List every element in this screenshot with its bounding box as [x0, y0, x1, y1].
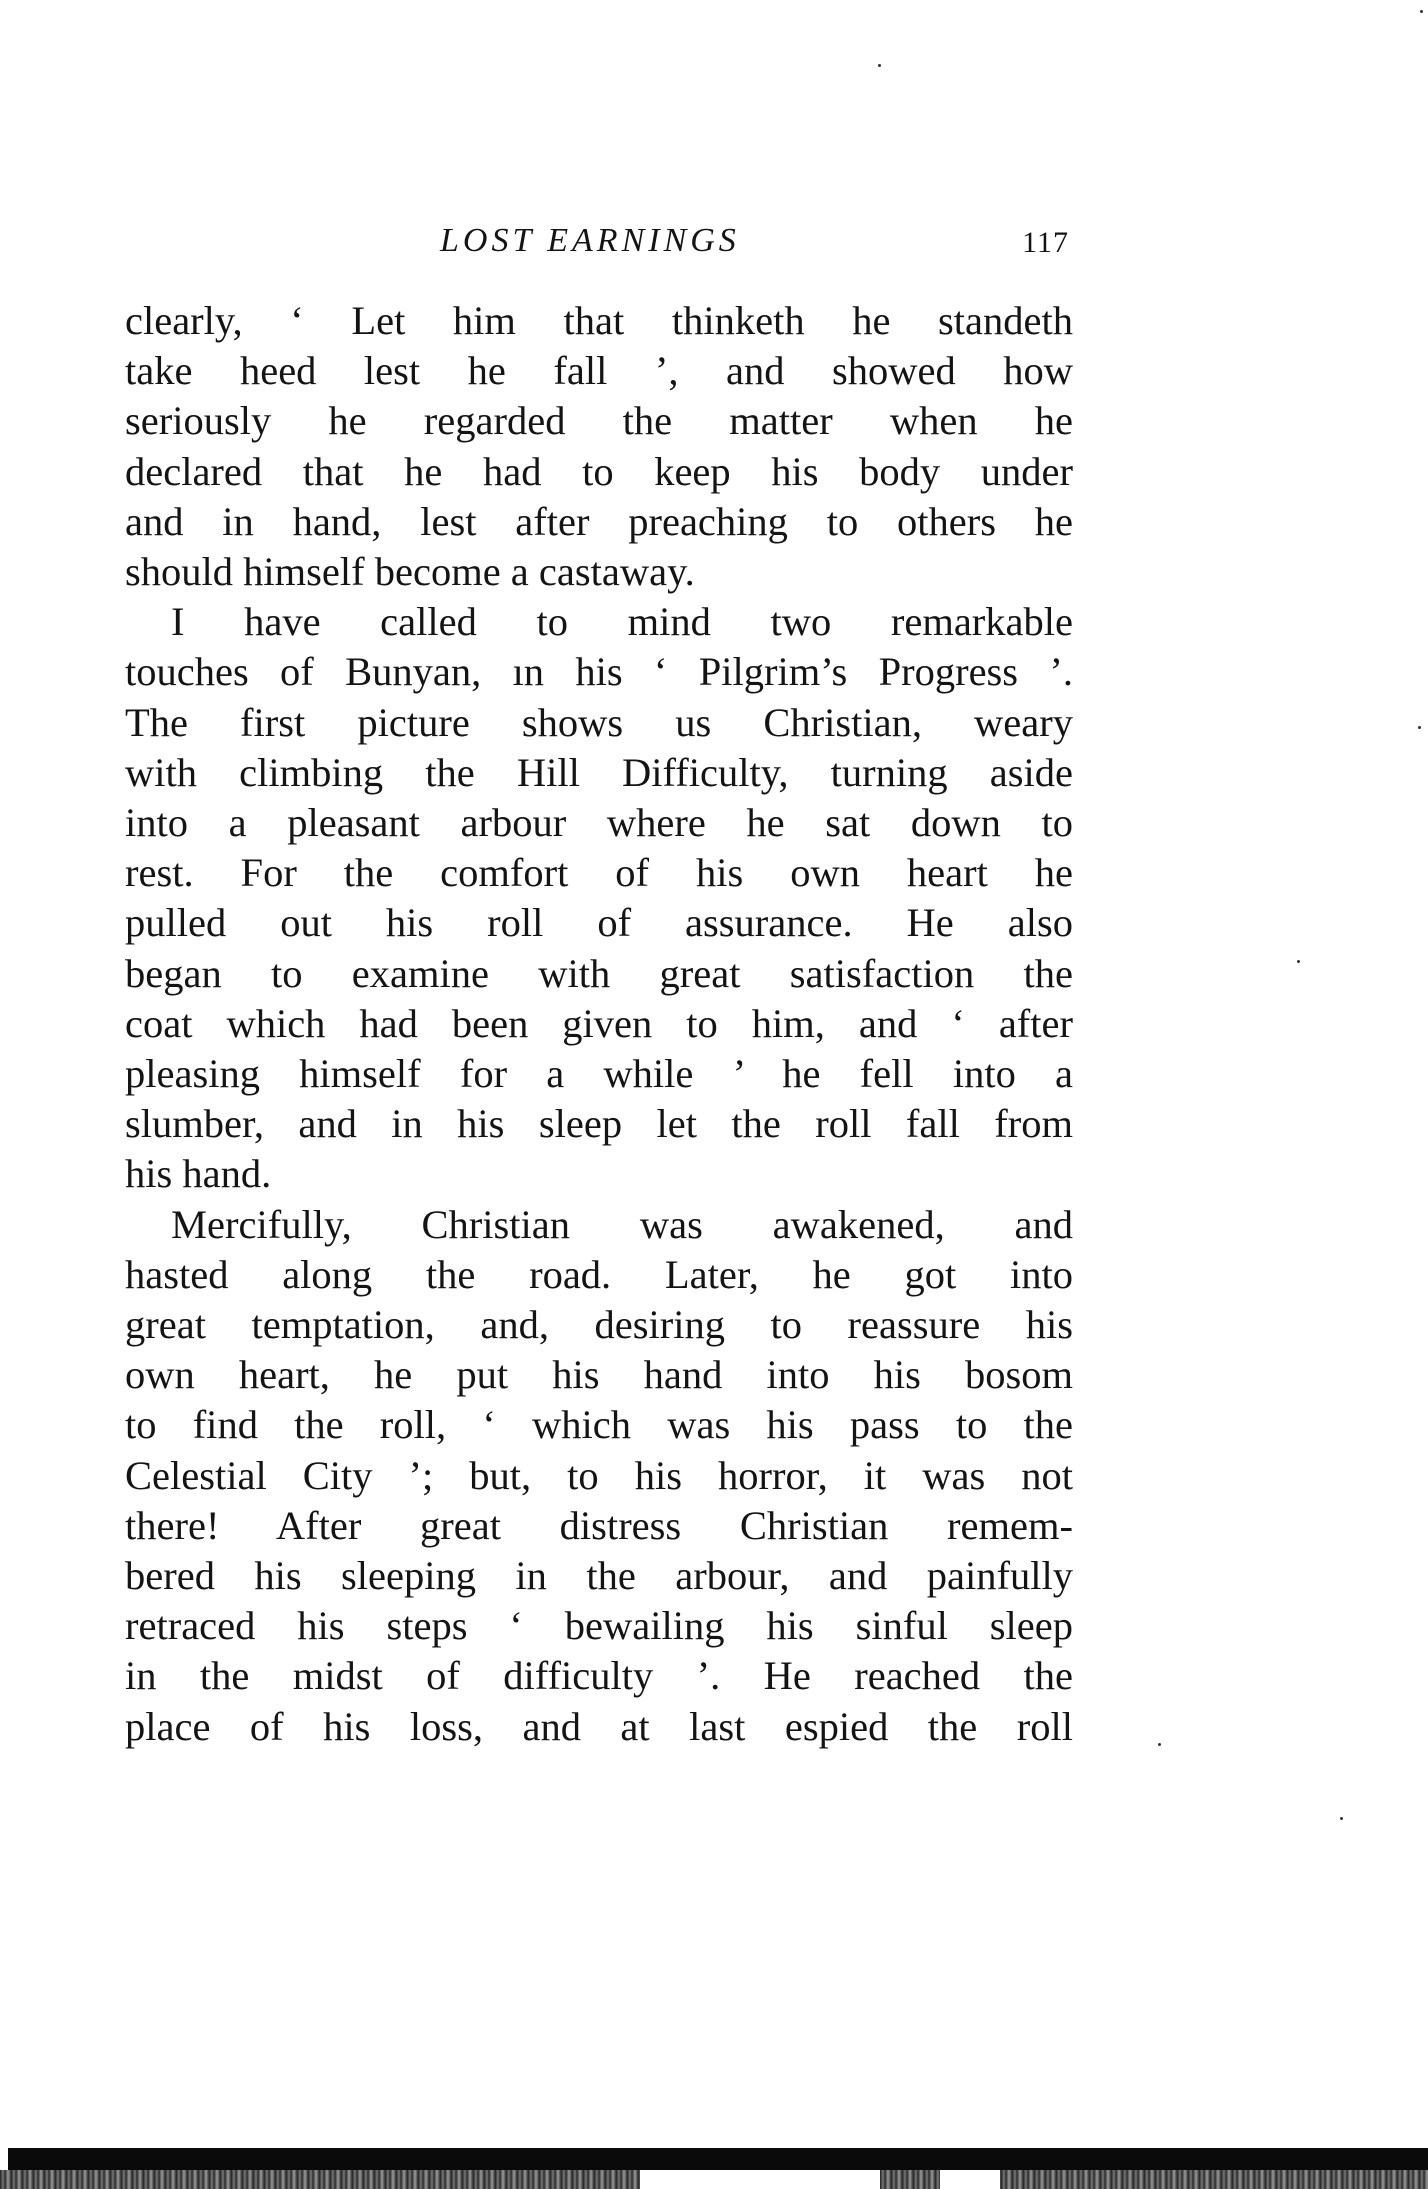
text-line: and in hand, lest after preaching to others he	[125, 498, 1073, 544]
text-line: take heed lest he fall ’, and showed how	[125, 348, 1073, 394]
text-line: Mercifully, Christian was awakened, and	[171, 1201, 1073, 1247]
text-line: Celestial City ’; but, to his horror, it was not	[125, 1452, 1073, 1498]
text-line: own heart, he put his hand into his bosom	[125, 1352, 1073, 1398]
running-title: LOST EARNINGS	[440, 222, 740, 259]
running-head	[125, 222, 1075, 272]
text-line: his hand.	[125, 1151, 272, 1197]
paper-speck	[1297, 960, 1300, 963]
text-line: pleasing himself for a while ’ he fell into a	[125, 1051, 1073, 1097]
text-line: declared that he had to keep his body under	[125, 448, 1073, 494]
text-line: should himself become a castaway.	[125, 549, 695, 595]
paper-speck	[1420, 10, 1423, 13]
paragraph-1	[125, 296, 1073, 597]
paper-speck	[878, 64, 881, 67]
text-line: began to examine with great satisfaction the	[125, 950, 1073, 996]
text-line: with climbing the Hill Difficulty, turning aside	[125, 749, 1073, 795]
page-number: 117	[1022, 226, 1069, 259]
text-line: there! After great distress Christian remem-	[125, 1502, 1073, 1548]
text-line: into a pleasant arbour where he sat down to	[125, 800, 1073, 846]
paper-speck	[1340, 1817, 1343, 1820]
text-line: place of his loss, and at last espied the roll	[125, 1703, 1073, 1749]
text-line: pulled out his roll of assurance. He also	[125, 900, 1073, 946]
text-line: hasted along the road. Later, he got into	[125, 1251, 1073, 1297]
text-line: in the midst of difficulty ’. He reached the	[125, 1653, 1073, 1699]
paper-speck	[1418, 726, 1421, 729]
scan-edge-gap	[940, 2170, 1000, 2189]
text-line: I have called to mind two remarkable	[171, 599, 1073, 645]
text-line: rest. For the comfort of his own heart he	[125, 850, 1073, 896]
text-line: touches of Bunyan, ın his ‘ Pilgrim’s Progress ’.	[125, 649, 1073, 695]
scan-edge-gap	[640, 2170, 880, 2189]
text-line: to find the roll, ‘ which was his pass to the	[125, 1402, 1073, 1448]
text-line: great temptation, and, desiring to reassure his	[125, 1302, 1073, 1348]
scan-edge-dark	[8, 2148, 1428, 2170]
text-line: slumber, and in his sleep let the roll fall from	[125, 1101, 1073, 1147]
text-line: bered his sleeping in the arbour, and painfully	[125, 1553, 1073, 1599]
text-line: seriously he regarded the matter when he	[125, 398, 1073, 444]
paragraph-2	[125, 597, 1073, 1199]
text-line: retraced his steps ‘ bewailing his sinful sleep	[125, 1603, 1073, 1649]
paper-speck	[1158, 1743, 1161, 1746]
text-line: The first picture shows us Christian, weary	[125, 699, 1073, 745]
scan-edge-band	[0, 2140, 1428, 2189]
text-line: coat which had been given to him, and ‘ after	[125, 1000, 1073, 1046]
body-text	[125, 296, 1073, 1752]
paragraph-3	[125, 1200, 1073, 1752]
text-line: clearly, ‘ Let him that thinketh he standeth	[125, 298, 1073, 343]
